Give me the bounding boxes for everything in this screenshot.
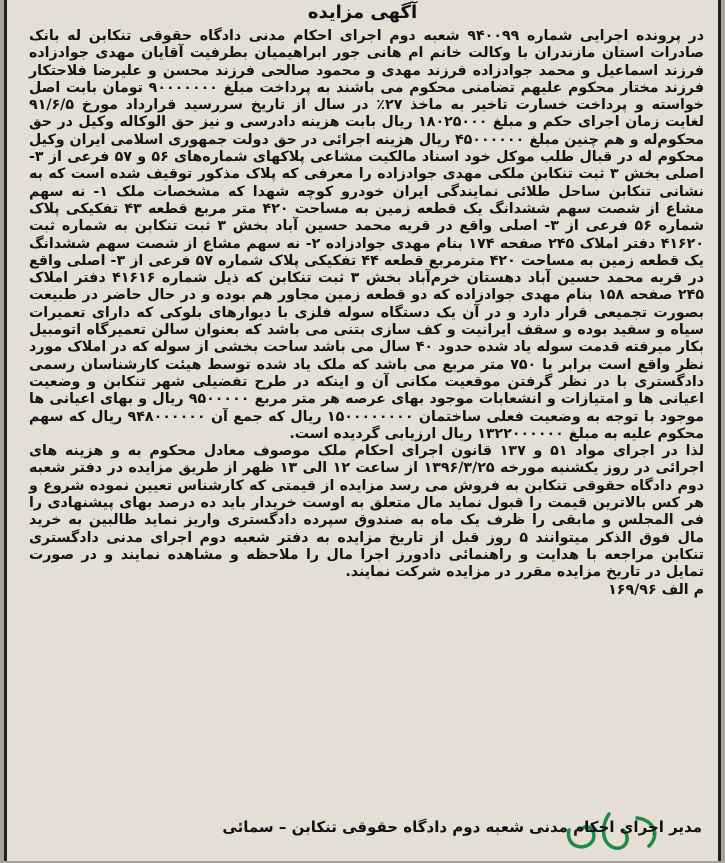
notice-paragraph: در پرونده اجرایی شماره ۹۴۰۰۹۹ شعبه دوم اجرای احکام مدنی دادگاه حقوقی تنکابن له بانک صادرات استان مازندران با وکالت خانم ام هانی جور ابراهیمیان بطرفیت آقایان مهدی جوادزاده فرزند اسماعیل و محمد جوادزاده فرزند مهدی و محمود صالحی فرزند محسن و علیرضا فلاحتکار فرزند مختار محکوم علیهم تضامنی محکوم می باشند به پرداخت مبلغ ۹۰۰۰۰۰۰۰ تومان بابت اصل خواسته و پرداخت خسارت تاخیر به ماخذ ۲۷٪ در سال از تاریخ سررسید قرارداد مورخ ۹۱/۶/۵ لغایت زمان اجرای حکم و مبلغ ۱۸۰۲۵۰۰۰ ریال بابت هزینه دادرسی و نیز حق الوکاله وکیل در حق محکوم‌له و هم چنین مبلغ ۴۵۰۰۰۰۰۰ ریال هزینه اجرائی در حق دولت جمهوری اسلامی ایران وکیل محکوم له در قبال طلب موکل خود اسناد مالکیت مشاعی پلاکهای شماره‌های ۵۶ و ۵۷ فرعی از ۳- اصلی بخش ۳ ثبت تنکابن ملکی مهدی جوادزاده را معرفی که پلاک مذکور توقیف شده است که به نشانی تنکابن ساحل طلائی نمایندگی ایران خودرو کوچه شهدا که مشخصات ملک ۱- نه سهم مشاع از شصت سهم ششدانگ یک قطعه زمین به مساحت ۴۲۰ متر مربع قطعه ۴۳ تفکیکی پلاک شماره ۵۶ فرعی از ۳- اصلی واقع در قریه محمد حسین آباد بخش ۳ ثبت تنکابن به شماره ثبت ۴۱۶۲۰ دفتر املاک ۲۴۵ صفحه ۱۷۴ بنام مهدی جوادزاده ۲- نه سهم مشاع از شصت سهم ششدانگ یک قطعه زمین به مساحت ۴۲۰ مترمربع قطعه ۴۴ تفکیکی پلاک شماره ۵۷ فرعی از ۳- اصلی واقع در قریه محمد حسین آباد دهستان خرم‌آباد بخش ۳ ثبت تنکابن که ذیل شماره ۴۱۶۱۶ دفتر املاک ۲۴۵ صفحه ۱۵۸ بنام مهدی جوادزاده که دو قطعه زمین مجاور هم بوده و در حال حاضر در طبیعت بصورت تجمیعی قرار دارد و در آن یک دستگاه سوله فلزی با دیوارهای بلوکی که دارای تعمیرات سیاه و سفید بوده و سقف ایرانیت و کف سازی بتنی می باشد که بعنوان سالن تعمیرگاه اتومبیل بکار میرفته قدمت سوله یاد شده حدود ۴۰ سال می باشد ساحت بخشی از سوله که در املاک مورد نظر واقع است برابر با ۷۵۰ متر مربع می باشد که ملک یاد شده توسط هیئت کارشناسان رسمی دادگستری با در نظر گرفتن موقعیت مکانی آن و اینکه در طرح تفضیلی شهر تنکابن و وضعیت اعیانی ها و امتیازات و انشعابات موجود بهای عرصه هر متر مربع ۹۵۰۰۰۰۰ ریال و بهای اعیانی ها موجود با توجه به وضعیت فعلی ساختمان ۱۵۰۰۰۰۰۰۰۰ ریال که جمع آن ۹۴۸۰۰۰۰۰۰ ریال که سهم محکوم علیه به مبلغ ۱۳۲۲۰۰۰۰۰۰ ریال ارزیابی گردیده است. (29, 28, 705, 442)
notice-paragraph: لذا در اجرای مواد ۵۱ و ۱۳۷ قانون اجرای احکام ملک موصوف معادل محکوم به و هزینه های اجرائی در روز یکشنبه مورخه ۱۳۹۶/۳/۲۵ از ساعت ۱۲ الی ۱۳ ظهر از طریق مزایده در دفتر شعبه دوم دادگاه حقوقی تنکابن به فروش می رسد مزایده از قیمتی که کارشناس تعیین نموده شروع و هر کس بالاترین قیمت را قبول نماید مال متعلق به اوست خریدار باید ده درصد بهای پیشنهادی را فی المجلس و مابقی را ظرف یک ماه به صندوق سپرده دادگستری واریز نماید طالبین به خرید مال فوق الذکر میتوانند ۵ روز قبل از تاریخ مزایده به دفتر شعبه دوم اجرای مدنی دادگستری تنکابن مراجعه با هدایت و راهنمائی دادورز اجرا مال را ملاحظه و مشاهده نمایند و در صورت تمایل در تاریخ مزایده مقرر در مزایده شرکت نمایند. (29, 443, 705, 581)
notice-reference: م الف ۱۶۹/۹۶ (608, 581, 704, 598)
notice-title: آگهی مزایده (307, 2, 418, 23)
notice-body (29, 28, 704, 599)
notice-signature: مدیر اجرای احکام مدنی شعبه دوم دادگاه حقوقی تنکابن – سمائی (222, 818, 702, 836)
newspaper-clipping (4, 0, 721, 861)
